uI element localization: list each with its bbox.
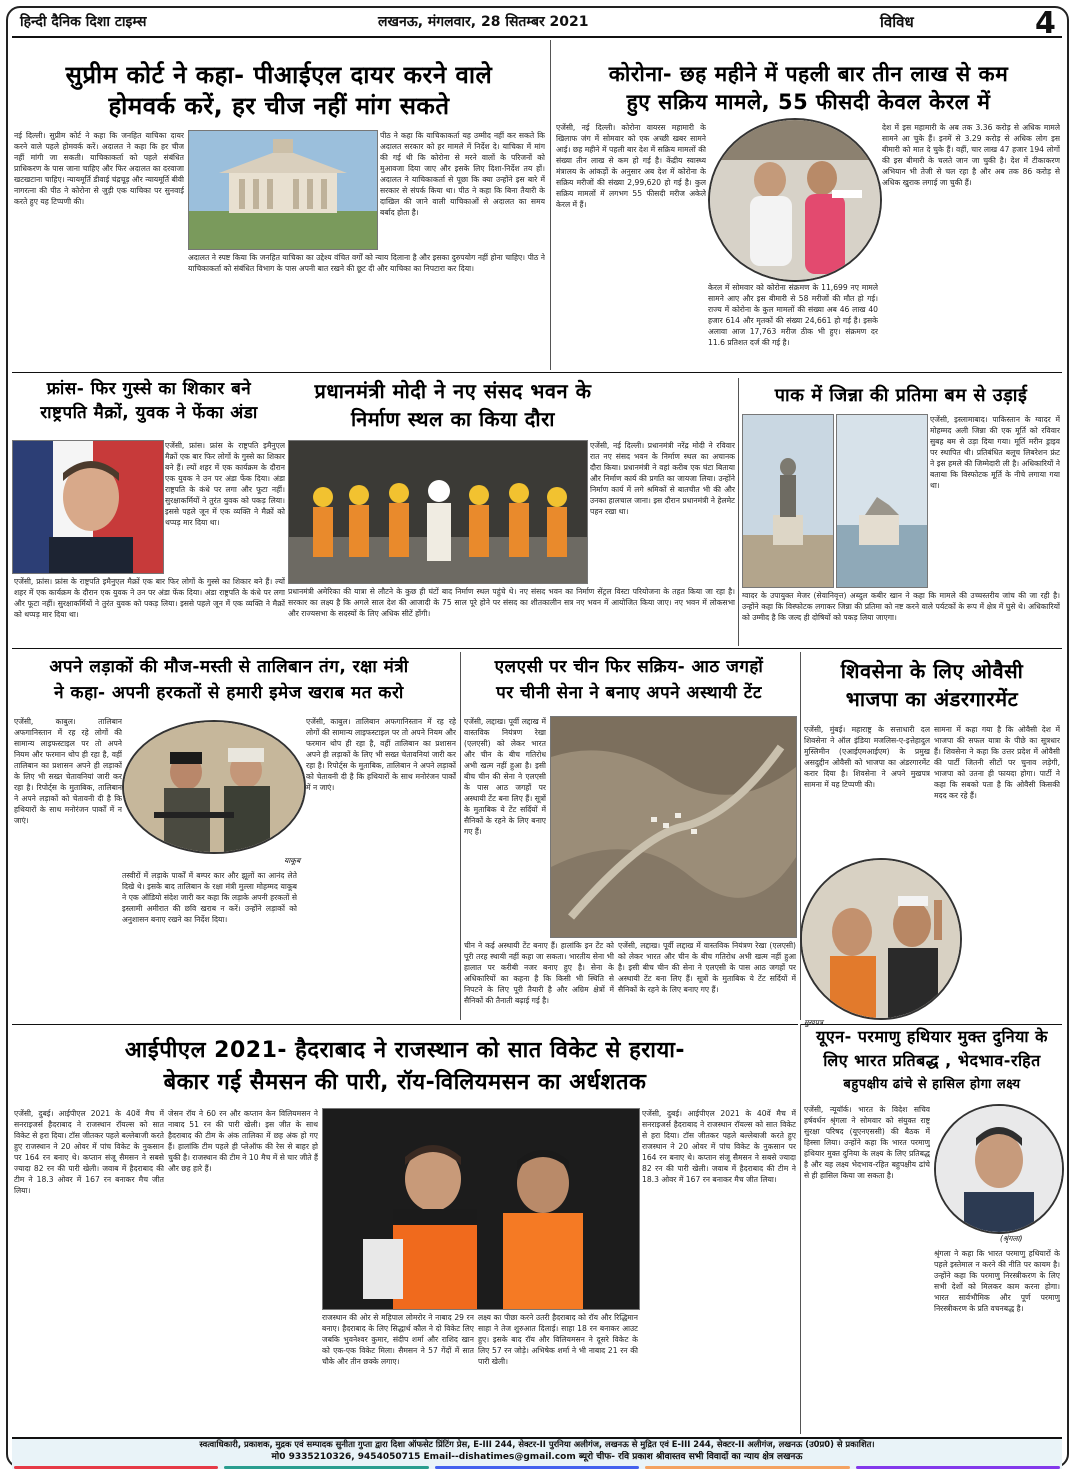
ladakh-body-2: चीन ने कई अस्थायी टेंट बनाए हैं। हालांकि इन टेंट को पूरी तरह स्थायी नहीं कहा जा सकता। भारतीय सेना भी हालात पर करीबी नजर बनाए हुए है। सेना के अधिकारियों का कहना है कि किसी भी स्थिति से निपटने के लिए पूरी तैयारी है और अग्रिम क्षेत्रों में सैनिकों की तैनाती बढ़ाई गई है। [464, 941, 614, 1005]
owaisi-photo [800, 858, 962, 1020]
owaisi-body-2: सामना में कहा गया है कि ओवैसी देश में भाजपा की सफल यात्रा के पीछे का सूत्रधार हैं। शिवसेना ने कहा कि उत्तर प्रदेश में ओवैसी की पार्टी जितनी सीटों पर चुनाव लड़ेगी, भाजपा को उतना ही फायदा होगा। पार्टी ने कहा कि सबको पता है कि ओवैसी किसकी मदद कर रहे हैं। [934, 725, 1060, 800]
supreme-court-headline-2: होमवर्क करें, हर चीज नहीं मांग सकते [108, 92, 450, 120]
ladakh-headline-1: एलएसी पर चीन फिर सक्रिय- आठ जगहों [494, 657, 764, 677]
ladakh-headline-2: पर चीनी सेना ने बनाए अपने अस्थायी टेंट [496, 683, 762, 703]
footer-stripe [856, 1466, 1060, 1469]
ipl-body-2: जेसन रॉय ने 60 रन और कप्तान केन विलियमसन ने नाबाद 51 रन की पारी खेली। इस जीत के साथ हैदराबाद की टीम के अंक तालिका में छह अंक हो गए हैं। हालांकि टीम पहले ही प्लेऑफ की रेस से बाहर हो चुकी है। राजस्थान की टीम ने 10 मैच में से चार जीते हैं और छह हारे हैं। [168, 1109, 318, 1173]
parliament-body-2: प्रधानमंत्री अमेरिका की यात्रा से लौटने के कुछ ही घंटों बाद निर्माण स्थल पहुंचे थे। नए संसद भवन का निर्माण सेंट्रल विस्टा परियोजना के तहत किया जा रहा है। सरकार का लक्ष्य है कि अगले साल देश की आजादी के 75 साल पूरे होने पर संसद का शीतकालीन सत्र नए भवन में आयोजित किया जाए। नए भवन में लोकसभा और राज्यसभा के सदस्यों के लिए अधिक सीटें होंगी। [288, 587, 735, 618]
supreme-court-body-1: नई दिल्ली। सुप्रीम कोर्ट ने कहा कि जनहित याचिका दायर करने वाले पहले होमवर्क करें। अदालत ने कहा कि हर चीज नहीं मांगी जा सकती। याचिकाकर्ता को पहले संबंधित प्राधिकरण के पास जाना चाहिए और फिर अदालत का दरवाजा खटखटाना चाहिए। न्यायमूर्ति डीवाई चंद्रचूड़ और न्यायमूर्ति बीवी नागरत्ना की पीठ ने कोरोना से जुड़ी एक याचिका पर सुनवाई करते हुए यह टिप्पणी की। [14, 131, 184, 206]
taliban-body-3: एजेंसी, काबुल। तालिबान अफगानिस्तान में रह रहे लोगों की सामान्य लाइफस्टाइल पर तो अपने नियम और फरमान थोप ही रहा है, वहीं तालिबान का प्रशासन अपने ही लड़ाकों के लिए भी सख्त चेतावनियां जारी कर रहा है। रिपोर्ट्स के मुताबिक, तालिबान ने अपने लड़ाकों को चेतावनी दी है कि हथियारों के साथ मनोरंजन पार्कों में न जाएं। [306, 717, 456, 792]
un-subheadline: बहुपक्षीय ढांचे से हासिल होगा लक्ष्य [843, 1077, 1021, 1092]
ipl-players-photo [322, 1108, 640, 1310]
corona-headline-2: हुए सक्रिय मामले, 55 फीसदी केवल केरल में [626, 90, 991, 114]
column-divider [550, 40, 551, 370]
un-body-2: श्रृंगला ने कहा कि भारत परमाणु हथियारों के पहले इस्तेमाल न करने की नीति पर कायम है। उन्होंने कहा कि परमाणु निरस्त्रीकरण के लिए सभी देशों को मिलकर काम करना होगा। भारत सार्वभौमिक और पूर्ण परमाणु निरस्त्रीकरण के प्रति वचनबद्ध है। [934, 1249, 1060, 1313]
column-divider [800, 1024, 801, 1434]
column-divider [460, 652, 461, 1020]
section-rule [12, 648, 1062, 649]
footer-imprint: स्वत्वाधिकारी, प्रकाशक, मुद्रक एवं सम्पादक सुनीता गुप्ता द्वारा दिशा ऑफसेट प्रिंटिंग प्रेस, E-III 244, सेक्टर-II पुरनिया अलीगंज, लखनऊ से मुद्रित एवं E-III 244, सेक्टर-II अलीगंज, लखनऊ (उ0प्र0) से प्रकाशित। [199, 1439, 875, 1449]
column-divider [738, 378, 739, 646]
owaisi-body-1: एजेंसी, मुंबई। महाराष्ट्र के सत्ताधारी दल शिवसेना ने ऑल इंडिया मजलिस-ए-इत्तेहादुल मुस्लिमीन (एआईएमआईएम) के प्रमुख असदुद्दीन ओवैसी को भाजपा का अंडरगारमेंट करार दिया है। शिवसेना ने अपने मुखपत्र सामना में यह टिप्पणी की। [804, 725, 930, 789]
un-headline-1: यूएन- परमाणु हथियार मुक्त दुनिया के [816, 1027, 1048, 1046]
ladakh-aerial-photo [550, 716, 797, 938]
supreme-court-body-2: पीठ ने कहा कि याचिकाकर्ता यह उम्मीद नहीं कर सकते कि अदालत सरकार को हर मामले में निर्देश दे। याचिका में मांग की गई थी कि कोरोना से मरने वालों के परिजनों को मुआवजा दिया जाए और इसके लिए दिशा-निर्देश तय हों। अदालत ने याचिकाकर्ता से पूछा कि क्या उन्होंने इस बारे में सरकार से संपर्क किया था। पीठ ने कहा कि बिना तैयारी के दाखिल की जाने वाली याचिकाओं से अदालत का समय बर्बाद होता है। [380, 131, 545, 217]
page-number: 4 [1035, 6, 1056, 41]
macron-photo [12, 440, 164, 574]
dateline: लखनऊ, मंगलवार, 28 सितम्बर 2021 [378, 14, 589, 30]
footer-color-stripes [14, 1466, 1060, 1469]
column-divider [800, 652, 801, 1020]
footer-stripe [14, 1466, 218, 1469]
taliban-photo-caption: याकूब [284, 856, 301, 865]
taliban-fighters-photo [122, 720, 306, 854]
un-body-1: एजेंसी, न्यूयॉर्क। भारत के विदेश सचिव हर्षवर्धन श्रृंगला ने सोमवार को संयुक्त राष्ट्र सुरक्षा परिषद (यूएनएससी) की बैठक में हिस्सा लिया। उन्होंने कहा कि भारत परमाणु हथियार मुक्त दुनिया के लक्ष्य के लिए प्रतिबद्ध है और यह लक्ष्य भेदभाव-रहित बहुपक्षीय ढांचे से ही हासिल किया जा सकता है। [804, 1105, 930, 1180]
ipl-headline-1: आईपीएल 2021- हैदराबाद ने राजस्थान को सात विकेट से हराया- [124, 1038, 686, 1063]
ipl-body-1: एजेंसी, दुबई। आईपीएल 2021 के 40वें मैच में सनराइजर्स हैदराबाद ने राजस्थान रॉयल्स को सात विकेट से हरा दिया। टॉस जीतकर पहले बल्लेबाजी करते हुए राजस्थान ने 20 ओवर में पांच विकेट के नुकसान पर 164 रन बनाए थे। कप्तान संजू सैमसन ने सबसे ज्यादा 82 रन की पारी खेली। जवाब में हैदराबाद की टीम ने 18.3 ओवर में 167 रन बनाकर मैच जीत लिया। [14, 1109, 164, 1195]
france-body: एजेंसी, फ्रांस। फ्रांस के राष्ट्रपति इमैनुएल मैक्रों एक बार फिर लोगों के गुस्से का शिकार बने हैं। ल्यों शहर में एक कार्यक्रम के दौरान एक युवक ने उन पर अंडा फेंक दिया। अंडा राष्ट्रपति के कंधे पर लगा और फूटा नहीं। सुरक्षाकर्मियों ने तुरंत युवक को पकड़ लिया। इससे पहले जून में एक व्यक्ति ने मैक्रों को थप्पड़ मार दिया था। [14, 577, 285, 619]
france-headline-1: फ्रांस- फिर गुस्से का शिकार बने [46, 379, 252, 399]
footer-stripe [435, 1466, 639, 1469]
footer-stripe [224, 1466, 428, 1469]
pakistan-headline: पाक में जिन्ना की प्रतिमा बम से उड़ाई [774, 385, 1028, 406]
parliament-site-photo [288, 440, 588, 584]
parliament-body-1: एजेंसी, नई दिल्ली। प्रधानमंत्री नरेंद्र मोदी ने रविवार रात नए संसद भवन के निर्माण स्थल का अचानक दौरा किया। प्रधानमंत्री ने वहां करीब एक घंटा बिताया और निर्माण कार्य की प्रगति का जायजा लिया। उन्होंने निर्माण कार्य में लगे श्रमिकों से बातचीत भी की और उनका हालचाल जाना। इस दौरान प्रधानमंत्री ने हेलमेट पहन रखा था। [590, 441, 735, 516]
section-rule [800, 1024, 1062, 1025]
destroyed-statue-photo [836, 414, 928, 588]
ipl-body-5: एजेंसी, दुबई। आईपीएल 2021 के 40वें मैच में सनराइजर्स हैदराबाद ने राजस्थान रॉयल्स को सात विकेट से हरा दिया। टॉस जीतकर पहले बल्लेबाजी करते हुए राजस्थान ने 20 ओवर में पांच विकेट के नुकसान पर 164 रन बनाए थे। कप्तान संजू सैमसन ने सबसे ज्यादा 82 रन की पारी खेली। जवाब में हैदराबाद की टीम ने 18.3 ओवर में 167 रन बनाकर मैच जीत लिया। [642, 1109, 796, 1184]
corona-body-3: देश में इस महामारी के अब तक 3.36 करोड़ से अधिक मामले सामने आ चुके हैं। इनमें से 3.29 करोड़ से अधिक लोग इस बीमारी को मात दे चुके हैं। वहीं, चार लाख 47 हजार 194 लोगों की इस बीमारी के चलते जान जा चुकी है। देश में टीकाकरण अभियान भी तेजी से चल रहा है और अब तक 86 करोड़ से अधिक खुराक लगाई जा चुकी हैं। [882, 123, 1060, 187]
jinnah-statue-photo [742, 414, 834, 588]
corona-vaccination-photo [708, 118, 882, 282]
section-rule [12, 1024, 798, 1025]
corona-body-1: एजेंसी, नई दिल्ली। कोरोना वायरस महामारी के खिलाफ जंग में सोमवार को एक अच्छी खबर सामने आई। छह महीने में पहली बार देश में सक्रिय मामलों की संख्या तीन लाख से कम हो गई है। केंद्रीय स्वास्थ्य मंत्रालय के आंकड़ों के अनुसार अब देश में कोरोना के सक्रिय मरीजों की संख्या 2,99,620 हो गई है। कुल सक्रिय मामलों में लगभग 55 फीसदी मरीज अकेले केरल में हैं। [556, 123, 706, 209]
owaisi-headline-1: शिवसेना के लिए ओवैसी [840, 659, 1024, 683]
pakistan-body-1: एजेंसी, इस्लामाबाद। पाकिस्तान के ग्वादर में मोहम्मद अली जिन्ना की एक मूर्ति को रविवार सुबह बम से उड़ा दिया गया। मूर्ति मरीन ड्राइव पर स्थापित थी। प्रतिबंधित बलूच लिबरेशन फ्रंट ने इस हमले की जिम्मेदारी ली है। अधिकारियों ने बताया कि विस्फोटक मूर्ति के नीचे लगाया गया था। [930, 415, 1060, 490]
section-name: विविध [880, 13, 914, 31]
ladakh-body-1: एजेंसी, लद्दाख। पूर्वी लद्दाख में वास्तविक नियंत्रण रेखा (एलएसी) को लेकर भारत और चीन के बीच गतिरोध अभी खत्म नहीं हुआ है। इसी बीच चीन की सेना ने एलएसी के पास आठ जगहों पर अस्थायी टेंट बना लिए हैं। सूत्रों के मुताबिक ये टेंट सर्दियों में सैनिकों के रहने के लिए बनाए गए हैं। [464, 717, 546, 836]
taliban-headline-2: ने कहा- अपनी हरकतों से हमारी इमेज खराब मत करो [54, 683, 404, 703]
france-body-side: एजेंसी, फ्रांस। फ्रांस के राष्ट्रपति इमैनुएल मैक्रों एक बार फिर लोगों के गुस्से का शिकार बने हैं। ल्यों शहर में एक कार्यक्रम के दौरान एक युवक ने उन पर अंडा फेंक दिया। अंडा राष्ट्रपति के कंधे पर लगा और फूटा नहीं। सुरक्षाकर्मियों ने तुरंत युवक को पकड़ लिया। इससे पहले जून में एक व्यक्ति ने मैक्रों को थप्पड़ मार दिया था। [165, 441, 285, 527]
parliament-headline-1: प्रधानमंत्री मोदी ने नए संसद भवन के [314, 379, 592, 403]
taliban-headline-1: अपने लड़ाकों की मौज-मस्ती से तालिबान तंग, रक्षा मंत्री [49, 657, 409, 677]
taliban-body-1: एजेंसी, काबुल। तालिबान अफगानिस्तान में रह रहे लोगों की सामान्य लाइफस्टाइल पर तो अपने नियम और फरमान थोप ही रहा है, वहीं तालिबान का प्रशासन अपने ही लड़ाकों के लिए भी सख्त चेतावनियां जारी कर रहा है। रिपोर्ट्स के मुताबिक, तालिबान ने अपने लड़ाकों को चेतावनी दी है कि हथियारों के साथ मनोरंजन पार्कों में न जाएं। [14, 717, 122, 825]
owaisi-headline-2: भाजपा का अंडरगारमेंट [845, 687, 1019, 711]
footer-stripe [645, 1466, 849, 1469]
supreme-court-headline-1: सुप्रीम कोर्ट ने कहा- पीआईएल दायर करने वाले [65, 61, 493, 89]
corona-headline-1: कोरोना- छह महीने में पहली बार तीन लाख से कम [608, 62, 1009, 86]
paper-name: हिन्दी दैनिक दिशा टाइम्स [20, 14, 147, 30]
supreme-court-body-3: अदालत ने स्पष्ट किया कि जनहित याचिका का उद्देश्य वंचित वर्गों को न्याय दिलाना है और इसका दुरुपयोग नहीं होना चाहिए। पीठ ने याचिकाकर्ता को संबंधित विभाग के पास अपनी बात रखने की छूट दी और याचिका का निपटारा कर दिया। [188, 253, 545, 273]
owaisi-photo-caption: मुखपत्र [804, 1018, 824, 1027]
ipl-body-3: राजस्थान की ओर से महिपाल लोमरोर ने नाबाद 29 रन बनाए। हैदराबाद के लिए सिद्धार्थ कौल ने दो विकेट लिए जबकि भुवनेश्वर कुमार, संदीप शर्मा और राशिद खान को एक-एक विकेट मिला। सैमसन ने 57 गेंदों में सात चौके और तीन छक्के लगाए। [322, 1313, 474, 1366]
un-headline-2: लिए भारत प्रतिबद्ध , भेदभाव-रहित [823, 1051, 1041, 1070]
parliament-headline-2: निर्माण स्थल का किया दौरा [351, 407, 555, 431]
supreme-court-photo [188, 130, 378, 250]
corona-body-2: केरल में सोमवार को कोरोना संक्रमण के 11,699 नए मामले सामने आए और इस बीमारी से 58 मरीजों की मौत हो गई। राज्य में कोरोना के कुल मामलों की संख्या अब 46 लाख 40 हजार 614 और मृतकों की संख्या 24,661 हो गई है। इसके अलावा आज 17,763 मरीज ठीक भी हुए। संक्रमण दर 11.6 प्रतिशत दर्ज की गई है। [708, 283, 878, 347]
masthead-rule [12, 36, 1062, 38]
ipl-headline-2: बेकार गई सैमसन की पारी, रॉय-विलियमसन का अर्धशतक [163, 1070, 647, 1095]
shringla-photo [934, 1104, 1064, 1234]
france-headline-2: राष्ट्रपति मैक्रों, युवक ने फेंका अंडा [40, 403, 258, 423]
taliban-body-2: तस्वीरों में लड़ाके पार्कों में बम्पर कार और झूलों का आनंद लेते दिखे थे। इसके बाद तालिबान के रक्षा मंत्री मुल्ला मोहम्मद याकूब ने एक ऑडियो संदेश जारी कर कहा कि लड़ाके अपनी हरकतों से इस्लामी अमीरात की छवि खराब न करें। उन्होंने लड़ाकों को अनुशासन बनाए रखने का निर्देश दिया। [122, 871, 297, 924]
footer-contact: मो0 9335210326, 9454050715 Email--dishatimes@gmail.com ब्यूरो चीफ- रवि प्रकाश श्रीवास्तव सभी विवादों का न्याय क्षेत्र लखनऊ [271, 1452, 803, 1462]
section-rule [12, 372, 1062, 373]
pakistan-body-2: ग्वादर के उपायुक्त मेजर (सेवानिवृत्त) अब्दुल कबीर खान ने कहा कि मामले की उच्चस्तरीय जांच की जा रही है। उन्होंने कहा कि विस्फोटक लगाकर जिन्ना की प्रतिमा को नष्ट करने वाले पर्यटकों के रूप में क्षेत्र में घुसे थे। अधिकारियों को उम्मीद है कि जल्द ही दोषियों को पकड़ लिया जाएगा। [742, 591, 1060, 622]
ipl-body-4: लक्ष्य का पीछा करने उतरी हैदराबाद को रॉय और रिद्धिमान साहा ने तेज शुरुआत दिलाई। साहा 18 रन बनाकर आउट हुए। इसके बाद रॉय और विलियमसन ने दूसरे विकेट के लिए 57 रन जोड़े। अभिषेक शर्मा ने भी नाबाद 21 रन की पारी खेली। [478, 1313, 638, 1366]
un-photo-caption: (श्रृंगला) [1000, 1234, 1023, 1243]
ladakh-body-3: एजेंसी, लद्दाख। पूर्वी लद्दाख में वास्तविक नियंत्रण रेखा (एलएसी) को लेकर भारत और चीन के बीच गतिरोध अभी खत्म नहीं हुआ है। इसी बीच चीन की सेना ने एलएसी के पास आठ जगहों पर अस्थायी टेंट बना लिए हैं। सूत्रों के मुताबिक ये टेंट सर्दियों में सैनिकों के रहने के लिए बनाए गए हैं। [618, 941, 796, 994]
